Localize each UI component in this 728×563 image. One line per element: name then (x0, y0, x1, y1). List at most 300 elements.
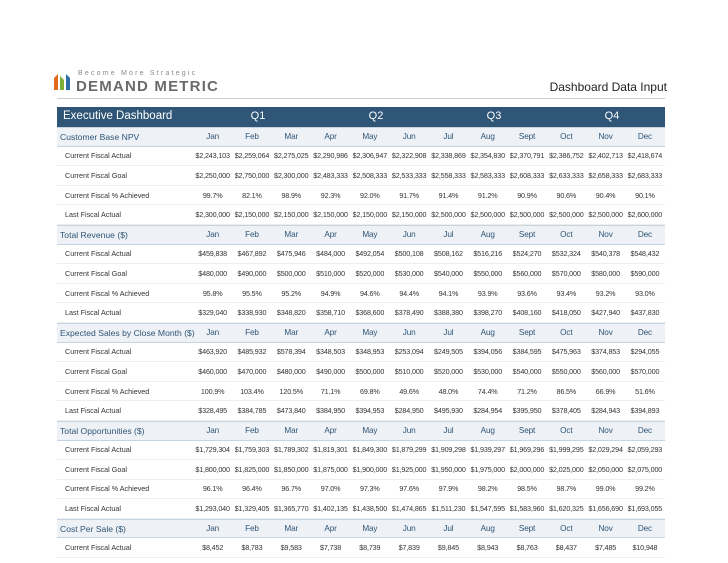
data-cell[interactable]: 120.5% (279, 386, 303, 396)
month-header: Aug (480, 132, 495, 142)
data-cell[interactable]: 94.4% (399, 288, 419, 298)
data-cell[interactable]: 71.2% (517, 386, 537, 396)
data-cell[interactable]: $253,094 (394, 347, 424, 357)
data-cell[interactable]: 100.9% (200, 386, 225, 396)
data-cell[interactable]: $2,608,333 (509, 170, 545, 180)
data-cell[interactable]: $492,054 (355, 249, 385, 259)
data-cell[interactable]: $2,275,025 (274, 151, 309, 161)
data-cell[interactable]: $1,365,770 (274, 504, 309, 514)
row-label: Current Fiscal % Achieved (65, 484, 150, 494)
month-header: Jul (443, 132, 454, 142)
data-cell[interactable]: $580,000 (591, 268, 620, 278)
data-cell[interactable]: $1,800,000 (195, 464, 230, 474)
data-cell[interactable]: 103.4% (240, 386, 264, 396)
data-cell[interactable]: $1,969,296 (509, 445, 545, 455)
data-row (57, 284, 665, 304)
data-cell[interactable]: $530,000 (394, 268, 424, 278)
data-cell[interactable]: $524,270 (512, 249, 542, 259)
data-cell[interactable]: $1,819,301 (313, 445, 348, 455)
data-cell[interactable]: $475,946 (276, 249, 306, 259)
dashboard-header (57, 107, 665, 127)
data-cell[interactable]: $10,948 (632, 543, 658, 553)
data-cell[interactable]: $7,839 (398, 543, 420, 553)
data-cell[interactable]: $2,306,947 (352, 151, 388, 161)
data-cell[interactable]: $378,405 (551, 406, 581, 416)
month-header: Mar (284, 230, 299, 240)
data-cell[interactable]: $2,558,333 (431, 170, 466, 180)
month-header: Jun (402, 132, 416, 142)
data-cell[interactable]: $2,029,294 (588, 445, 623, 455)
data-cell[interactable]: $520,000 (355, 268, 385, 278)
data-cell[interactable]: $500,108 (394, 249, 424, 259)
data-cell[interactable]: $2,243,103 (195, 151, 230, 161)
data-cell[interactable]: $520,000 (434, 366, 463, 376)
data-cell[interactable]: $508,162 (434, 249, 463, 259)
data-cell[interactable]: $2,338,869 (431, 151, 466, 161)
data-row (57, 460, 665, 480)
data-cell[interactable]: $578,394 (276, 347, 306, 357)
data-cell[interactable]: 95.8% (202, 288, 223, 298)
data-row (57, 186, 665, 206)
data-cell[interactable]: $1,875,000 (313, 464, 348, 474)
data-cell[interactable]: $1,879,299 (391, 445, 427, 455)
quarter-q4: Q4 (604, 110, 620, 122)
month-header: Oct (560, 132, 573, 142)
data-cell[interactable]: $384,595 (512, 347, 542, 357)
row-label: Current Fiscal Goal (65, 464, 127, 474)
data-cell[interactable]: 90.1% (635, 190, 655, 200)
data-cell[interactable]: $1,693,055 (627, 504, 663, 514)
data-cell[interactable]: $284,954 (473, 406, 503, 416)
data-cell[interactable]: $388,380 (434, 308, 463, 318)
data-cell[interactable]: $368,600 (355, 308, 385, 318)
data-cell[interactable]: 95.5% (242, 288, 262, 298)
quarter-q3: Q3 (486, 110, 502, 122)
data-cell[interactable]: 97.9% (438, 484, 459, 494)
month-header: Nov (598, 524, 613, 534)
data-cell[interactable]: 96.1% (202, 484, 223, 494)
month-header: Oct (560, 426, 573, 436)
data-cell[interactable]: $2,683,333 (627, 170, 663, 180)
data-cell[interactable]: $8,763 (516, 543, 538, 553)
data-row (57, 166, 665, 186)
month-header: Feb (245, 524, 259, 534)
data-cell[interactable]: $550,000 (551, 366, 581, 376)
data-cell[interactable]: 86.5% (556, 386, 577, 396)
data-row (57, 303, 665, 323)
data-cell[interactable]: $1,950,000 (431, 464, 466, 474)
data-cell[interactable]: $348,503 (316, 347, 345, 357)
data-cell[interactable]: $2,250,000 (195, 170, 230, 180)
data-cell[interactable]: 91.7% (399, 190, 419, 200)
data-cell[interactable]: 98.2% (477, 484, 498, 494)
data-cell[interactable]: $1,511,230 (431, 504, 466, 514)
section-title: Expected Sales by Close Month ($) (60, 327, 195, 338)
data-row (57, 264, 665, 284)
data-cell[interactable]: 71.1% (320, 386, 341, 396)
month-header: Jun (402, 230, 416, 240)
data-cell[interactable]: $1,620,325 (549, 504, 584, 514)
data-cell[interactable]: $1,825,000 (234, 464, 270, 474)
data-cell[interactable]: 93.9% (477, 288, 498, 298)
data-cell[interactable]: $530,000 (473, 366, 503, 376)
data-cell[interactable]: 90.9% (517, 190, 537, 200)
data-cell[interactable]: $2,150,000 (274, 210, 309, 220)
row-label: Current Fiscal Actual (65, 543, 132, 553)
data-cell[interactable]: $2,370,791 (509, 151, 545, 161)
data-cell[interactable]: 66.9% (595, 386, 616, 396)
data-cell[interactable]: $8,452 (202, 543, 224, 553)
data-cell[interactable]: $2,750,000 (234, 170, 270, 180)
data-cell[interactable]: $7,738 (319, 543, 342, 553)
data-row (57, 441, 665, 461)
month-header: Mar (284, 328, 299, 338)
data-cell[interactable]: $480,000 (198, 268, 228, 278)
data-cell[interactable]: $384,950 (316, 406, 345, 416)
data-cell[interactable]: $510,000 (316, 268, 345, 278)
data-cell[interactable]: $2,300,000 (274, 170, 309, 180)
data-row (57, 343, 665, 363)
data-cell[interactable]: $1,547,595 (470, 504, 505, 514)
month-header: Jan (206, 328, 220, 338)
data-cell[interactable]: $540,000 (434, 268, 463, 278)
data-cell[interactable]: $2,386,752 (549, 151, 584, 161)
data-cell[interactable]: $294,055 (630, 347, 660, 357)
data-cell[interactable]: $550,000 (473, 268, 503, 278)
title-divider (57, 98, 665, 99)
data-cell[interactable]: $9,845 (437, 543, 459, 553)
month-header: Sept (518, 328, 536, 338)
section-title: Cost Per Sale ($) (60, 523, 126, 534)
data-row (57, 538, 665, 558)
data-cell[interactable]: 90.4% (595, 190, 616, 200)
month-header: Nov (598, 426, 613, 436)
month-header: Jan (206, 230, 220, 240)
data-cell[interactable]: $460,000 (198, 366, 228, 376)
dashboard-table (57, 107, 665, 558)
data-cell[interactable]: $1,909,298 (431, 445, 466, 455)
row-label: Current Fiscal Actual (65, 249, 132, 259)
data-cell[interactable]: 99.2% (635, 484, 655, 494)
data-cell[interactable]: $1,729,304 (195, 445, 230, 455)
data-cell[interactable]: $418,050 (551, 308, 581, 318)
data-cell[interactable]: 48.0% (438, 386, 459, 396)
data-cell[interactable]: $1,402,135 (313, 504, 348, 514)
data-cell[interactable]: $9,583 (280, 543, 302, 553)
data-cell[interactable]: $485,932 (237, 347, 267, 357)
month-header: Jan (206, 132, 220, 142)
data-cell[interactable]: $2,000,000 (509, 464, 545, 474)
row-label: Last Fiscal Actual (65, 210, 121, 220)
data-cell[interactable]: $437,830 (630, 308, 660, 318)
logo-name: DEMAND METRIC (76, 78, 220, 95)
data-cell[interactable]: 92.3% (320, 190, 341, 200)
data-cell[interactable]: $590,000 (630, 268, 660, 278)
month-header: Apr (324, 230, 337, 240)
data-cell[interactable]: $2,583,333 (470, 170, 505, 180)
month-header: Dec (637, 524, 652, 534)
data-cell[interactable]: 96.4% (242, 484, 262, 494)
data-cell[interactable]: 74.4% (477, 386, 498, 396)
data-cell[interactable]: $394,056 (473, 347, 503, 357)
data-cell[interactable]: $2,300,000 (195, 210, 230, 220)
data-cell[interactable]: $473,840 (276, 406, 306, 416)
section-header-row (57, 519, 665, 539)
row-label: Last Fiscal Actual (65, 504, 121, 514)
data-cell[interactable]: $495,930 (434, 406, 463, 416)
data-cell[interactable]: $384,785 (237, 406, 267, 416)
data-cell[interactable]: $490,000 (316, 366, 345, 376)
data-cell[interactable]: $2,508,333 (352, 170, 388, 180)
data-cell[interactable]: $8,943 (477, 543, 499, 553)
month-header: Apr (324, 132, 337, 142)
data-cell[interactable]: $548,432 (630, 249, 660, 259)
data-cell[interactable]: $1,789,302 (274, 445, 309, 455)
month-header: Nov (598, 132, 613, 142)
data-cell[interactable]: $510,000 (394, 366, 424, 376)
data-cell[interactable]: $284,943 (591, 406, 620, 416)
data-cell[interactable]: $328,495 (198, 406, 228, 416)
data-cell[interactable]: $394,893 (630, 406, 660, 416)
data-cell[interactable]: 90.6% (556, 190, 577, 200)
data-cell[interactable]: $2,402,713 (588, 151, 623, 161)
data-cell[interactable]: $2,354,830 (470, 151, 505, 161)
data-cell[interactable]: $2,500,000 (549, 210, 584, 220)
data-row (57, 401, 665, 421)
month-header: May (362, 230, 378, 240)
data-row (57, 205, 665, 225)
section-header-row (57, 127, 665, 147)
data-cell[interactable]: $374,853 (591, 347, 620, 357)
data-row (57, 147, 665, 167)
month-header: Feb (245, 230, 259, 240)
data-cell[interactable]: $2,500,000 (431, 210, 466, 220)
data-cell[interactable]: $2,322,908 (391, 151, 427, 161)
data-cell[interactable]: $570,000 (630, 366, 660, 376)
data-cell[interactable]: $378,490 (394, 308, 424, 318)
month-header: Mar (284, 132, 299, 142)
data-cell[interactable]: 95.2% (281, 288, 302, 298)
data-cell[interactable]: $475,963 (551, 347, 581, 357)
data-cell[interactable]: $8,783 (241, 543, 263, 553)
row-label: Current Fiscal Actual (65, 347, 132, 357)
month-header: Sept (518, 524, 536, 534)
data-cell[interactable]: $560,000 (591, 366, 620, 376)
data-cell[interactable]: $1,900,000 (352, 464, 388, 474)
data-cell[interactable]: $1,293,040 (195, 504, 230, 514)
data-cell[interactable]: $2,533,333 (391, 170, 427, 180)
month-header: Dec (637, 132, 652, 142)
data-cell[interactable]: $348,953 (355, 347, 385, 357)
row-label: Last Fiscal Actual (65, 308, 121, 318)
month-header: Oct (560, 230, 573, 240)
data-cell[interactable]: $1,329,405 (234, 504, 270, 514)
data-cell[interactable]: 97.0% (320, 484, 341, 494)
row-label: Current Fiscal Actual (65, 151, 132, 161)
row-label: Current Fiscal Goal (65, 170, 127, 180)
data-cell[interactable]: $2,290,986 (313, 151, 348, 161)
data-cell[interactable]: $7,485 (595, 543, 617, 553)
data-cell[interactable]: $2,500,000 (509, 210, 545, 220)
data-cell[interactable]: $2,025,000 (549, 464, 584, 474)
data-cell[interactable]: $490,000 (237, 268, 267, 278)
data-cell[interactable]: $249,505 (434, 347, 463, 357)
data-cell[interactable]: $1,999,295 (549, 445, 584, 455)
data-cell[interactable]: $480,000 (276, 366, 306, 376)
data-cell[interactable]: $470,000 (237, 366, 267, 376)
data-cell[interactable]: $2,633,333 (549, 170, 584, 180)
month-header: Oct (560, 328, 573, 338)
data-cell[interactable]: $1,849,300 (352, 445, 388, 455)
data-cell[interactable]: $540,378 (591, 249, 620, 259)
data-cell[interactable]: $398,270 (473, 308, 503, 318)
data-cell[interactable]: $467,892 (237, 249, 267, 259)
data-cell[interactable]: 96.7% (281, 484, 302, 494)
month-header: Dec (637, 230, 652, 240)
month-header: Mar (284, 524, 299, 534)
data-cell[interactable]: 94.1% (438, 288, 459, 298)
logo-mark-icon (52, 72, 72, 92)
data-cell[interactable]: 98.5% (517, 484, 537, 494)
data-cell[interactable]: $1,759,303 (234, 445, 270, 455)
data-cell[interactable]: $2,600,000 (627, 210, 663, 220)
data-cell[interactable]: $2,075,000 (627, 464, 663, 474)
data-cell[interactable]: $532,324 (551, 249, 581, 259)
month-header: Dec (637, 328, 652, 338)
data-cell[interactable]: $2,150,000 (352, 210, 388, 220)
data-cell[interactable]: $2,050,000 (588, 464, 623, 474)
data-cell[interactable]: $516,216 (473, 249, 503, 259)
data-cell[interactable]: $2,658,333 (588, 170, 623, 180)
data-cell[interactable]: $284,950 (394, 406, 424, 416)
quarter-q2: Q2 (368, 110, 384, 122)
month-header: May (362, 524, 378, 534)
data-cell[interactable]: 99.0% (595, 484, 616, 494)
data-cell[interactable]: 82.1% (242, 190, 262, 200)
month-header: Jul (443, 230, 454, 240)
month-header: Jul (443, 328, 454, 338)
data-cell[interactable]: $570,000 (551, 268, 581, 278)
data-cell[interactable]: $560,000 (512, 268, 542, 278)
data-cell[interactable]: 91.2% (477, 190, 498, 200)
month-header: Sept (518, 230, 536, 240)
data-row (57, 499, 665, 519)
data-cell[interactable]: 99.7% (202, 190, 223, 200)
data-cell[interactable]: $348,820 (276, 308, 306, 318)
data-cell[interactable]: 94.6% (360, 288, 380, 298)
data-cell[interactable]: $2,418,674 (627, 151, 663, 161)
section-title: Customer Base NPV (60, 131, 140, 142)
data-cell[interactable]: $2,150,000 (234, 210, 270, 220)
data-cell[interactable]: $8,739 (359, 543, 381, 553)
month-header: Nov (598, 230, 613, 240)
month-header: Jun (402, 524, 416, 534)
data-cell[interactable]: 93.6% (517, 288, 537, 298)
data-cell[interactable]: 98.7% (556, 484, 577, 494)
page-title: Dashboard Data Input (549, 80, 667, 94)
data-cell[interactable]: $1,656,690 (588, 504, 623, 514)
data-cell[interactable]: 91.4% (438, 190, 459, 200)
month-header: Dec (637, 426, 652, 436)
section-header-row (57, 225, 665, 245)
month-header: Jan (206, 524, 220, 534)
month-header: Apr (324, 524, 337, 534)
data-cell[interactable]: 93.2% (595, 288, 616, 298)
data-cell[interactable]: $2,150,000 (391, 210, 427, 220)
logo-tagline: Become More Strategic (78, 70, 198, 77)
month-header: Sept (518, 426, 536, 436)
section-header-row (57, 323, 665, 343)
month-header: Jan (206, 426, 220, 436)
month-header: Nov (598, 328, 613, 338)
month-header: Aug (480, 524, 495, 534)
data-cell[interactable]: $2,500,000 (470, 210, 505, 220)
quarter-q1: Q1 (250, 110, 266, 122)
data-cell[interactable]: 49.6% (399, 386, 419, 396)
data-cell[interactable]: 93.4% (556, 288, 577, 298)
row-label: Current Fiscal Actual (65, 445, 132, 455)
data-cell[interactable]: $2,150,000 (313, 210, 348, 220)
demand-metric-logo (52, 70, 252, 96)
data-cell[interactable]: $1,438,500 (352, 504, 388, 514)
data-cell[interactable]: $2,500,000 (588, 210, 623, 220)
data-cell[interactable]: $427,940 (591, 308, 620, 318)
row-label: Last Fiscal Actual (65, 406, 121, 416)
data-cell[interactable]: $540,000 (512, 366, 542, 376)
data-cell[interactable]: $1,474,865 (391, 504, 427, 514)
data-cell[interactable]: $1,925,000 (391, 464, 427, 474)
month-header: Aug (480, 426, 495, 436)
data-cell[interactable]: 93.0% (635, 288, 655, 298)
data-cell[interactable]: $1,850,000 (274, 464, 309, 474)
data-cell[interactable]: $463,920 (198, 347, 228, 357)
data-cell[interactable]: $459,838 (198, 249, 228, 259)
data-cell[interactable]: $2,059,293 (627, 445, 663, 455)
data-cell[interactable]: $358,710 (316, 308, 345, 318)
month-header: May (362, 132, 378, 142)
month-header: Jun (402, 426, 416, 436)
month-header: Jul (443, 524, 454, 534)
data-cell[interactable]: 98.9% (281, 190, 302, 200)
month-header: Apr (324, 328, 337, 338)
month-header: Sept (518, 132, 536, 142)
row-label: Current Fiscal % Achieved (65, 190, 150, 200)
data-cell[interactable]: $338,930 (237, 308, 267, 318)
data-cell[interactable]: $2,483,333 (313, 170, 348, 180)
data-cell[interactable]: $2,259,064 (234, 151, 270, 161)
data-cell[interactable]: $394,953 (355, 406, 385, 416)
data-cell[interactable]: 97.6% (399, 484, 419, 494)
data-cell[interactable]: $500,000 (276, 268, 306, 278)
data-cell[interactable]: $408,160 (512, 308, 542, 318)
data-cell[interactable]: 69.8% (360, 386, 380, 396)
data-cell[interactable]: 92.0% (360, 190, 380, 200)
data-cell[interactable]: $329,040 (198, 308, 228, 318)
data-cell[interactable]: 97.3% (360, 484, 380, 494)
data-cell[interactable]: $484,000 (316, 249, 345, 259)
data-row (57, 245, 665, 265)
data-cell[interactable]: 51.6% (635, 386, 655, 396)
month-header: May (362, 426, 378, 436)
data-cell[interactable]: $8,437 (555, 543, 577, 553)
data-cell[interactable]: $500,000 (355, 366, 385, 376)
data-cell[interactable]: $1,939,297 (470, 445, 505, 455)
month-header: Feb (245, 328, 259, 338)
data-cell[interactable]: 94.9% (320, 288, 341, 298)
data-cell[interactable]: $1,583,960 (509, 504, 545, 514)
data-cell[interactable]: $1,975,000 (470, 464, 505, 474)
data-cell[interactable]: $395,950 (512, 406, 542, 416)
